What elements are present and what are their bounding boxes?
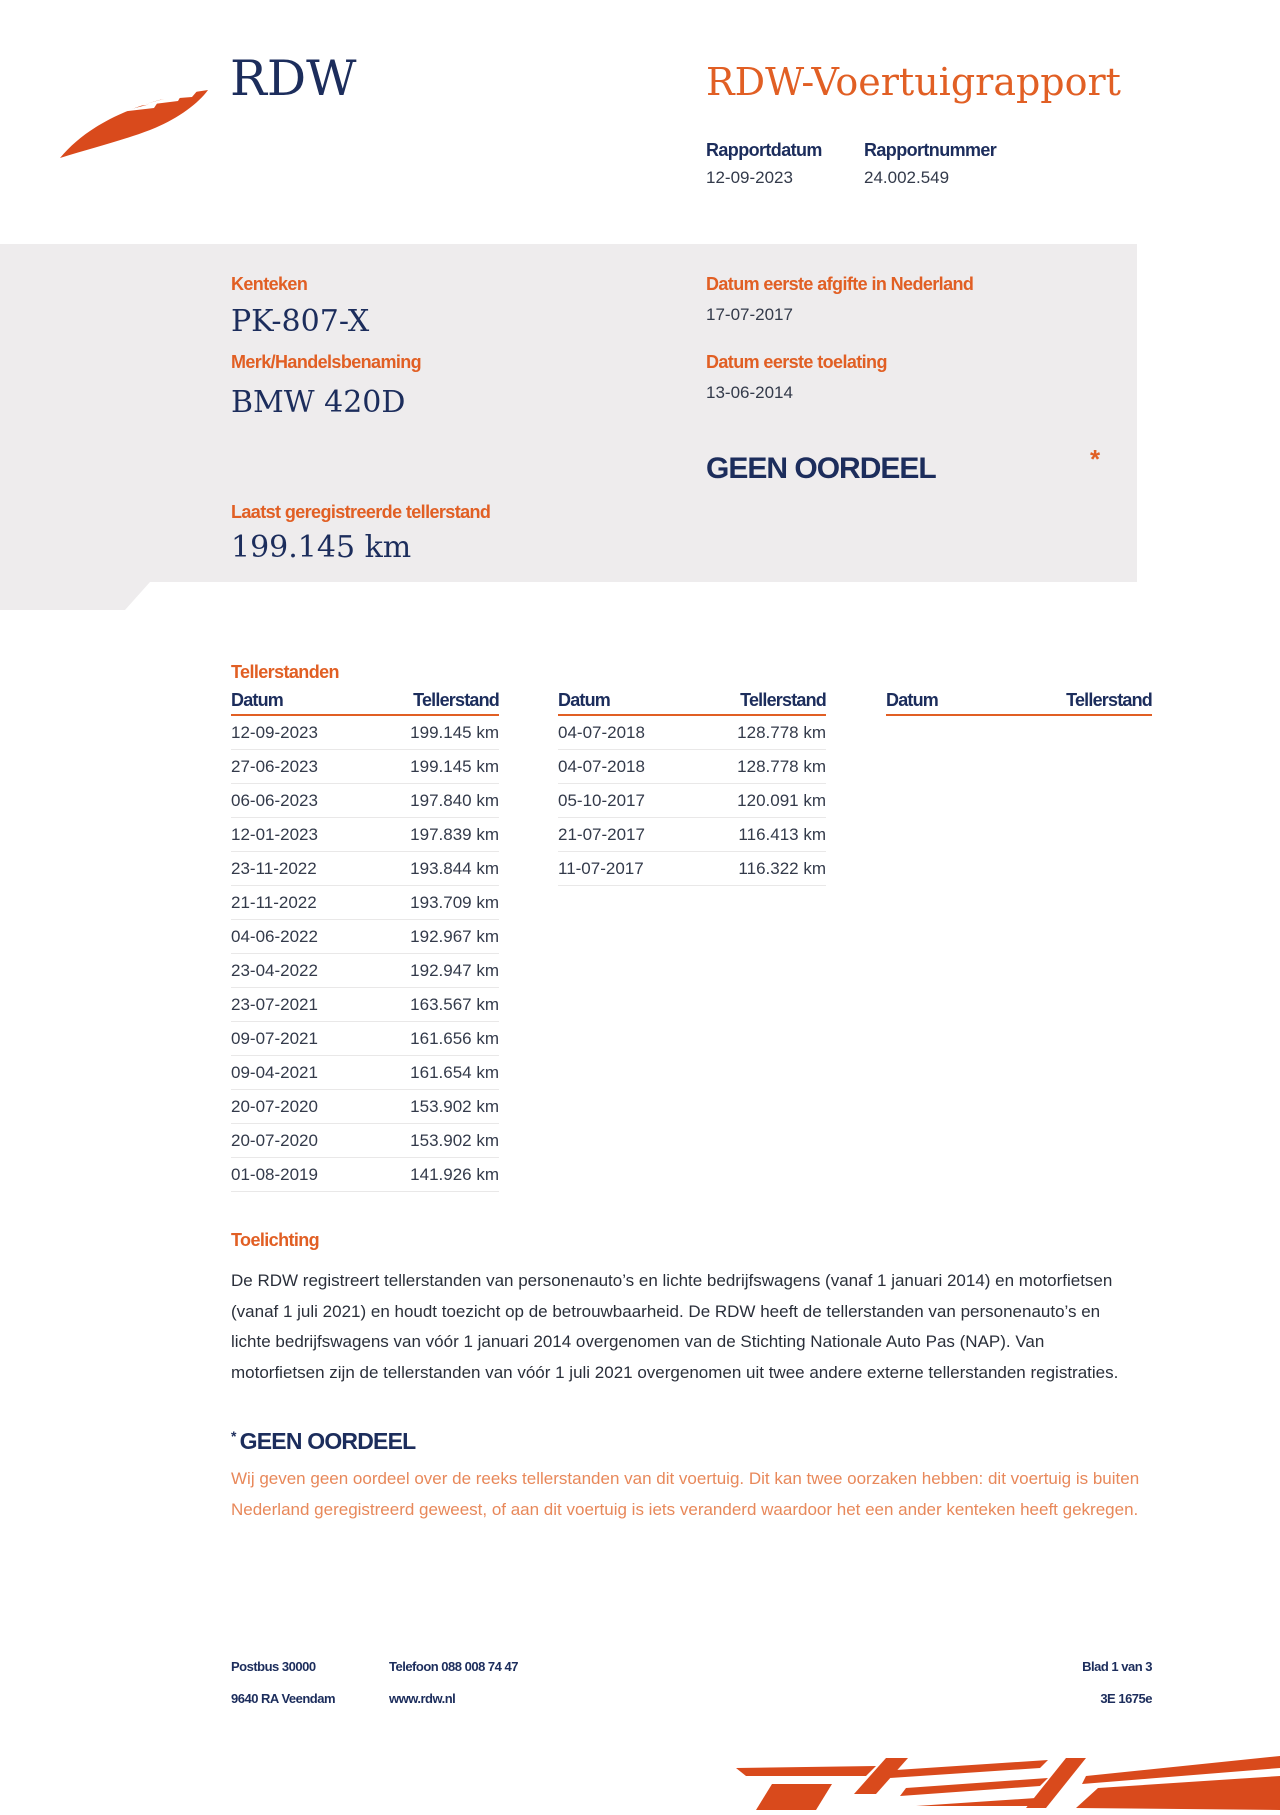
row-date: 04-07-2018 [558,757,645,776]
row-reading: 163.567 km [410,995,499,1014]
row-reading: 116.413 km [738,825,826,844]
odometer-column-3 [886,690,1152,716]
table-row [231,784,499,818]
first-nl-value: 17-07-2017 [706,305,793,324]
odometer-table-title: Tellerstanden [231,662,339,682]
footer-page-number: Blad 1 van 3 [1082,1659,1152,1674]
odometer-value: 199.145 km [231,530,412,565]
footer-city: 9640 RA Veendam [231,1691,336,1706]
explanation-title: Toelichting [231,1230,320,1250]
report-date-value: 12-09-2023 [706,168,793,187]
table-row [558,784,826,818]
plate-value: PK-807-X [231,304,370,339]
row-date: 23-11-2022 [231,859,317,878]
table-row [558,716,826,750]
first-admission-label: Datum eerste toelating [706,352,887,372]
row-date: 12-01-2023 [231,825,318,844]
note-asterisk: * [231,1428,236,1444]
footer-brand-graphic [736,1754,1280,1815]
panel-tab-shape [0,582,1137,610]
verdict-asterisk: * [1090,444,1101,474]
row-date: 23-07-2021 [231,995,318,1014]
odometer-label: Laatst geregistreerde tellerstand [231,502,491,522]
col-date-header: Datum [886,690,939,710]
report-number-value: 24.002.549 [864,168,950,187]
table-row [231,1124,499,1158]
verdict-badge: GEEN OORDEEL [706,452,936,485]
row-reading: 199.145 km [410,723,499,742]
logo-text: RDW [230,50,357,107]
row-date: 21-11-2022 [231,893,317,912]
table-row [231,818,499,852]
col-date-header: Datum [558,690,611,710]
row-reading: 199.145 km [410,757,499,776]
footer-postbus: Postbus 30000 [231,1659,316,1674]
table-row [231,852,499,886]
row-reading: 120.091 km [737,791,826,810]
row-reading: 193.844 km [410,859,499,878]
row-date: 05-10-2017 [558,791,645,810]
row-date: 04-07-2018 [558,723,645,742]
footer-website[interactable]: www.rdw.nl [389,1691,456,1706]
table-row [231,954,499,988]
make-label: Merk/Handelsbenaming [231,352,422,372]
first-admission-value: 13-06-2014 [706,383,793,402]
row-date: 06-06-2023 [231,791,318,810]
footer-doc-code: 3E 1675e [1100,1691,1152,1706]
col-reading-header: Tellerstand [413,690,499,710]
table-row [231,716,499,750]
table-row [231,1158,499,1192]
table-row [231,1056,499,1090]
row-date: 12-09-2023 [231,723,318,742]
table-row [231,1022,499,1056]
col-date-header: Datum [231,690,284,710]
make-value: BMW 420D [231,385,406,420]
report-date-label: Rapportdatum [706,140,822,160]
row-reading: 141.926 km [410,1165,499,1184]
footer-phone: Telefoon 088 008 74 47 [389,1659,518,1674]
note-heading [231,1428,415,1455]
table-header [558,690,826,716]
row-date: 27-06-2023 [231,757,318,776]
table-row [558,852,826,886]
row-reading: 192.967 km [410,927,499,946]
table-row [231,1090,499,1124]
odometer-column-2 [558,690,826,886]
note-text: Wij geven geen oordeel over de reeks tellerstanden van dit voertuig. Dit kan twee oorzaken hebben: dit voertuig is buiten Nederland geregistreerd geweest, of aan dit voertuig is iets veranderd waardoor het een ander kenteken heeft gekregen. [231,1469,1140,1519]
col-reading-header: Tellerstand [740,690,826,710]
row-reading: 192.947 km [410,961,499,980]
plate-label: Kenteken [231,274,308,294]
row-reading: 197.840 km [410,791,499,810]
row-reading: 153.902 km [410,1131,499,1150]
row-date: 11-07-2017 [558,859,644,878]
odometer-column-1 [231,690,499,1192]
report-title: RDW-Voertuigrapport [706,60,1121,104]
row-date: 20-07-2020 [231,1131,318,1150]
row-reading: 161.656 km [410,1029,499,1048]
row-reading: 197.839 km [410,825,499,844]
note-title: GEEN OORDEEL [239,1428,416,1454]
row-reading: 128.778 km [737,723,826,742]
row-date: 09-04-2021 [231,1063,318,1082]
table-row [231,886,499,920]
table-row [558,818,826,852]
row-reading: 116.322 km [738,859,826,878]
row-reading: 153.902 km [410,1097,499,1116]
table-row [231,920,499,954]
row-date: 20-07-2020 [231,1097,318,1116]
row-reading: 128.778 km [737,757,826,776]
explanation-text: De RDW registreert tellerstanden van personenauto’s en lichte bedrijfswagens (vanaf 1 januari 2014) en motorfietsen (vanaf 1 juli 2021) en houdt toezicht op de betrouwbaarheid. De RDW heeft de tellerstanden van personenauto’s en lichte bedrijfswagens van vóór 1 januari 2014 overgenomen van de Stichting Nationale Auto Pas (NAP). Van motorfietsen zijn de tellerstanden van vóór 1 juli 2021 overgenomen uit twee andere externe tellerstanden registraties. [231,1271,1119,1382]
first-nl-label: Datum eerste afgifte in Nederland [706,274,974,294]
row-date: 23-04-2022 [231,961,318,980]
table-row [231,988,499,1022]
row-date: 01-08-2019 [231,1165,318,1184]
table-row [558,750,826,784]
row-reading: 193.709 km [410,893,499,912]
row-date: 09-07-2021 [231,1029,318,1048]
row-date: 04-06-2022 [231,927,318,946]
row-reading: 161.654 km [410,1063,499,1082]
col-reading-header: Tellerstand [1066,690,1152,710]
table-header [231,690,499,716]
report-number-label: Rapportnummer [864,140,997,160]
rdw-logo-icon [58,82,210,165]
row-date: 21-07-2017 [558,825,645,844]
table-row [231,750,499,784]
table-header [886,690,1152,716]
